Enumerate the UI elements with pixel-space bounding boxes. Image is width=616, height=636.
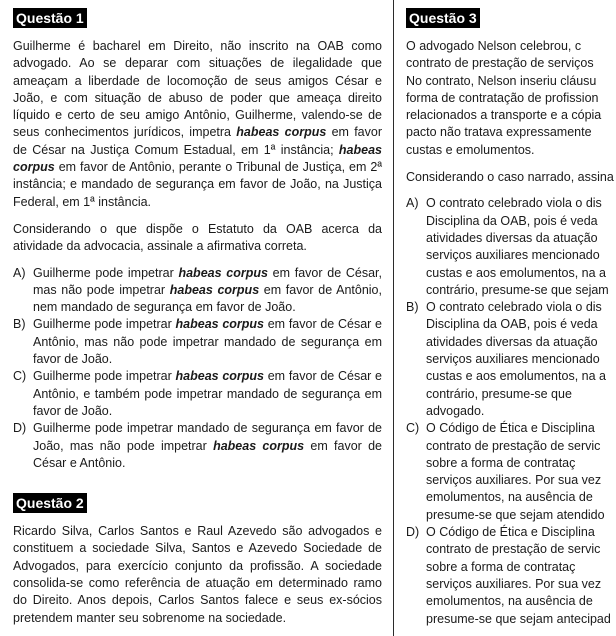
option-text: Guilherme pode impetrar mandado de segurança em favor de João, mas não pode impetrar bbox=[33, 421, 382, 453]
question-1-header: Questão 1 bbox=[13, 8, 87, 28]
stem-italic-term: habeas corpus bbox=[236, 125, 327, 140]
option-line: sobre a forma de contrataç bbox=[426, 455, 576, 470]
option-b[interactable] bbox=[406, 299, 616, 420]
question-1-stem bbox=[13, 38, 382, 211]
option-line: O Código de Ética e Disciplina bbox=[426, 525, 595, 540]
stem-line: custas e emolumentos. bbox=[406, 142, 535, 157]
option-italic-term: habeas corpus bbox=[175, 317, 264, 332]
option-italic-term: habeas corpus bbox=[169, 282, 260, 297]
option-italic-term: habeas corpus bbox=[175, 369, 264, 384]
option-line: sobre a forma de contrataç bbox=[426, 559, 576, 574]
option-italic-term: habeas corpus bbox=[213, 438, 305, 453]
option-letter: A) bbox=[406, 196, 419, 211]
option-b[interactable] bbox=[13, 316, 382, 368]
question-2-header: Questão 2 bbox=[13, 493, 87, 513]
stem-line: relacionados a transporte e a cópia bbox=[406, 108, 602, 123]
option-text: em favor de César, mas não pode impetrar bbox=[33, 265, 383, 297]
option-italic-term: habeas corpus bbox=[178, 265, 268, 280]
column-divider bbox=[393, 0, 394, 636]
right-column bbox=[406, 0, 616, 628]
question-1-command: Considerando o que dispõe o Estatuto da OAB acerca da atividade da advocacia, assinale a afirmativa correta. bbox=[13, 221, 382, 254]
option-letter: C) bbox=[406, 421, 420, 436]
option-c[interactable] bbox=[406, 420, 616, 524]
option-a[interactable] bbox=[13, 265, 382, 317]
option-line: Disciplina da OAB, pois é veda bbox=[426, 213, 598, 228]
question-2-stem: Ricardo Silva, Carlos Santos e Raul Azevedo são advogados e constituem a sociedade Silva, Santos e Azevedo Sociedade de Advogados, para exercício conjunto da profissão. A sociedade consolida-se como referência de atuação em determinado ramo do Direito. Anos depois, Carlos Santos falece e seus ex-sócios pretendem manter seu sobrenome na sociedade. bbox=[13, 524, 382, 625]
option-text: em favor de César e Antônio. bbox=[33, 438, 382, 470]
option-text: Guilherme pode impetrar bbox=[33, 317, 176, 332]
option-line: serviços auxiliares. Por sua vez bbox=[426, 576, 602, 591]
stem-text: em favor de Antônio, perante o Tribunal de Justiça, em 2ª instância; e mandado de segurança em favor de João, na Justiça Federal, em 1ª instância. bbox=[13, 160, 382, 209]
option-line: serviços auxiliares mencionado bbox=[426, 352, 600, 367]
option-line: contrário, presume-se que bbox=[426, 386, 572, 401]
stem-italic-term: habeas corpus bbox=[13, 142, 382, 175]
option-line: O Código de Ética e Disciplina bbox=[426, 421, 595, 436]
question-3-options bbox=[406, 195, 616, 627]
option-letter: D) bbox=[13, 421, 27, 436]
option-line: emolumentos, na ausência de bbox=[426, 490, 593, 505]
question-1-options bbox=[13, 265, 382, 473]
option-text: Guilherme pode impetrar bbox=[33, 265, 179, 280]
option-line: O contrato celebrado viola o dis bbox=[426, 196, 602, 211]
option-letter: C) bbox=[13, 369, 27, 384]
question-3-command: Considerando o caso narrado, assina bbox=[406, 170, 614, 185]
option-letter: A) bbox=[13, 265, 26, 280]
option-line: serviços auxiliares mencionado bbox=[426, 248, 600, 263]
option-c[interactable] bbox=[13, 368, 382, 420]
stem-line: O advogado Nelson celebrou, c bbox=[406, 39, 582, 53]
option-line: atividades diversas da atuação bbox=[426, 230, 598, 245]
stem-line: No contrato, Nelson inseriu cláusu bbox=[406, 73, 597, 88]
left-column bbox=[13, 0, 382, 627]
option-line: serviços auxiliares. Por sua vez bbox=[426, 473, 602, 488]
option-line: emolumentos, na ausência de bbox=[426, 594, 593, 609]
option-d[interactable] bbox=[13, 420, 382, 472]
option-line: presume-se que sejam atendido bbox=[426, 507, 605, 522]
option-letter: B) bbox=[406, 300, 419, 315]
option-letter: D) bbox=[406, 525, 420, 540]
question-3-stem bbox=[406, 38, 616, 159]
option-letter: B) bbox=[13, 317, 26, 332]
option-text: em favor de César e Antônio, e também pode impetrar mandado de segurança em favor de João. bbox=[33, 369, 383, 418]
stem-line: forma de contratação de profission bbox=[406, 90, 599, 105]
stem-text: em favor de César na Justiça Comum Estadual, em 1ª instância; bbox=[13, 125, 382, 157]
option-line: presume-se que sejam antecipad bbox=[426, 611, 611, 626]
option-text: Guilherme pode impetrar bbox=[33, 369, 176, 384]
option-line: custas e aos emolumentos, na a bbox=[426, 369, 606, 384]
option-a[interactable] bbox=[406, 195, 616, 299]
question-3-header: Questão 3 bbox=[406, 8, 480, 28]
option-line: contrato de prestação de servic bbox=[426, 542, 601, 557]
option-line: O contrato celebrado viola o dis bbox=[426, 300, 602, 315]
stem-line: pacto não tratava expressamente bbox=[406, 125, 592, 140]
option-text: em favor de César e Antônio, mas não pode impetrar mandado de segurança em favor de João. bbox=[33, 317, 383, 367]
option-d[interactable] bbox=[406, 524, 616, 628]
stem-line: contrato de prestação de serviços bbox=[406, 56, 594, 71]
option-line: custas e aos emolumentos, na a bbox=[426, 265, 606, 280]
option-line: atividades diversas da atuação bbox=[426, 334, 598, 349]
option-line: contrário, presume-se que sejam bbox=[426, 282, 609, 297]
option-line: contrato de prestação de servic bbox=[426, 438, 601, 453]
option-text: em favor de Antônio, nem mandado de segurança em favor de João. bbox=[33, 282, 382, 315]
option-line: advogado. bbox=[426, 403, 485, 418]
stem-text: Guilherme é bacharel em Direito, não inscrito na OAB como advogado. Ao se deparar com situações de ilegalidade que ameaçam a liberdade de locomoção de seus amigos César e João, e com situação de abuso de poder que ameaça direito líquido e certo de seu amigo Antônio, Guilherme, valendo-se de seus conhecimentos jurídicos, impetra bbox=[13, 39, 382, 140]
option-line: Disciplina da OAB, pois é veda bbox=[426, 317, 598, 332]
